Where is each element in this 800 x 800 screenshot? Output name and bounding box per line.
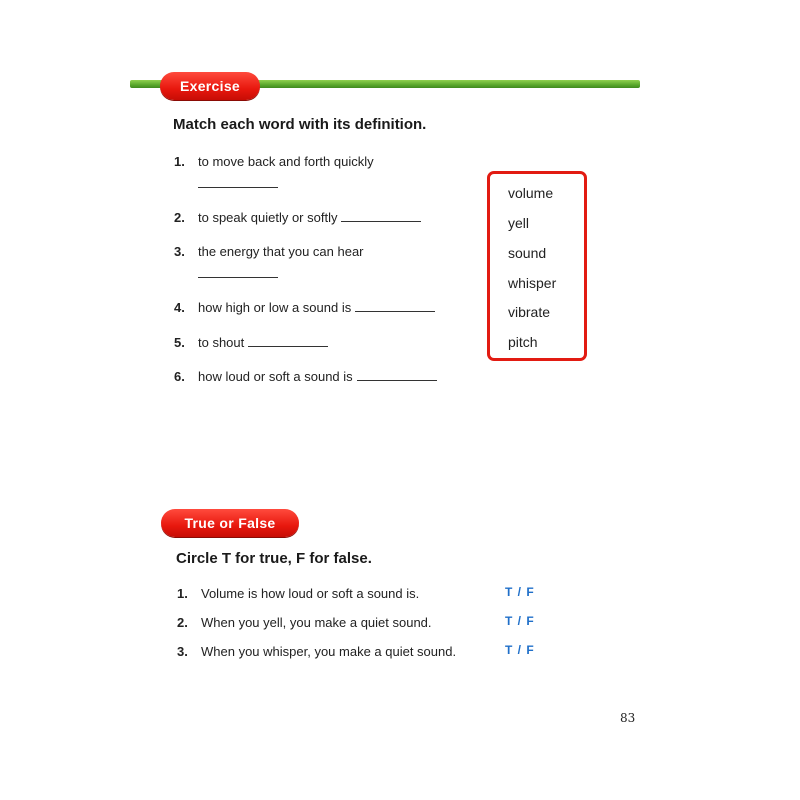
word-bank-item: sound — [508, 245, 547, 261]
true-false-item-number: 3. — [177, 644, 188, 659]
exercise-item-2 — [174, 210, 421, 225]
true-false-header: True or False — [161, 509, 299, 537]
true-false-item-text: When you yell, you make a quiet sound. — [201, 615, 432, 630]
exercise-instruction: Match each word with its definition. — [173, 116, 427, 133]
exercise-item-text: the energy that you can hear — [198, 244, 364, 259]
word-bank-item: pitch — [508, 334, 538, 350]
exercise-item-number: 2. — [174, 210, 185, 225]
exercise-item-text: to speak quietly or softly — [198, 210, 338, 225]
exercise-item-text: to move back and forth quickly — [198, 154, 374, 169]
exercise-item-text: to shout — [198, 335, 245, 350]
word-bank-item: volume — [508, 185, 554, 201]
answer-blank[interactable] — [357, 379, 437, 381]
answer-blank[interactable] — [248, 345, 328, 347]
exercise-item-number: 5. — [174, 335, 185, 350]
exercise-item-number: 4. — [174, 300, 185, 315]
exercise-item-5 — [174, 335, 328, 350]
true-false-item-number: 2. — [177, 615, 188, 630]
exercise-item-number: 6. — [174, 369, 185, 384]
word-bank-item: yell — [508, 215, 530, 231]
exercise-item-number: 3. — [174, 244, 185, 259]
word-bank-item: whisper — [508, 275, 557, 291]
exercise-item-1 — [174, 154, 374, 169]
answer-blank[interactable] — [198, 277, 278, 278]
exercise-item-4 — [174, 300, 435, 315]
true-false-choice[interactable]: T / F — [505, 614, 535, 628]
true-false-item-text: Volume is how loud or soft a sound is. — [201, 586, 420, 601]
true-false-choice[interactable]: T / F — [505, 643, 535, 657]
word-bank-item: vibrate — [508, 304, 551, 320]
true-false-item-1 — [177, 586, 419, 601]
answer-blank[interactable] — [355, 310, 435, 312]
true-false-item-text: When you whisper, you make a quiet sound. — [201, 644, 457, 659]
true-false-item-2 — [177, 615, 432, 630]
exercise-item-text: how high or low a sound is — [198, 300, 352, 315]
true-false-instruction: Circle T for true, F for false. — [176, 550, 372, 567]
word-bank — [487, 171, 587, 361]
exercise-item-3 — [174, 244, 364, 259]
exercise-item-6 — [174, 369, 437, 384]
page-number: 83 — [620, 711, 636, 725]
exercise-item-number: 1. — [174, 154, 185, 169]
exercise-item-text: how loud or soft a sound is — [198, 369, 353, 384]
answer-blank[interactable] — [198, 187, 278, 188]
true-false-item-number: 1. — [177, 586, 188, 601]
answer-blank[interactable] — [341, 220, 421, 222]
true-false-choice[interactable]: T / F — [505, 585, 535, 599]
exercise-header: Exercise — [160, 72, 260, 100]
true-false-item-3 — [177, 644, 456, 659]
